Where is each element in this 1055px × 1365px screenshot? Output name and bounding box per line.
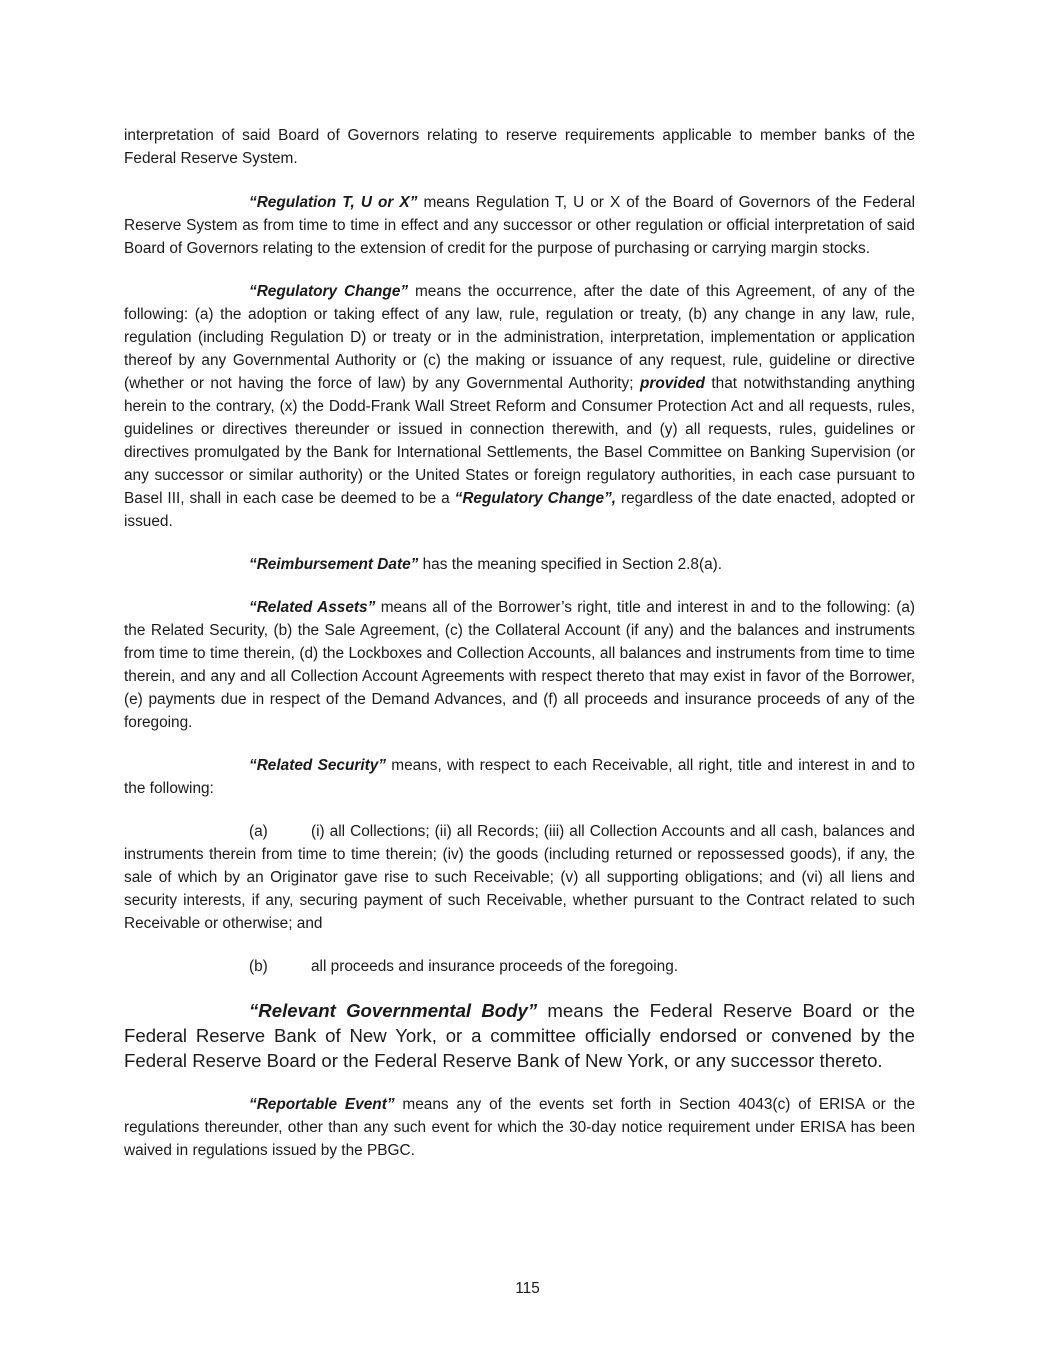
definition-text: that notwithstanding anything herein to the contrary, (x) the Dodd-Frank Wall Street Reform and Consumer Protection Act and all requests, rules, guidelines or directives thereunder or issued in connection therewith, and (y) all requests, rules, guidelines or directives promulgated by the Bank for International Settlements, the Basel Committee on Banking Supervision (or any successor or similar authority) or the United States or foreign regulatory authorities, in each case pursuant to Basel III, shall in each case be deemed to be a bbox=[124, 375, 916, 507]
provided-keyword: provided bbox=[639, 375, 705, 392]
page-number: 115 bbox=[515, 1280, 540, 1297]
defined-term: “Regulatory Change”, bbox=[454, 490, 617, 507]
definition-related-security bbox=[124, 754, 915, 800]
document-body bbox=[124, 124, 915, 1162]
definition-regulatory-change bbox=[124, 280, 915, 533]
definition-related-assets bbox=[124, 596, 915, 734]
item-label: (b) bbox=[249, 958, 268, 975]
definition-text: regardless of the date enacted, adopted or issued. bbox=[124, 490, 915, 530]
definition-reportable-event bbox=[124, 1093, 915, 1162]
definition-regulation-tux bbox=[124, 191, 915, 260]
defined-term: “Relevant Governmental Body” bbox=[249, 1000, 538, 1021]
definition-text: means, with respect to each Receivable, all right, title and interest in and to the following: bbox=[124, 757, 915, 797]
item-text: (i) all Collections; (ii) all Records; (iii) all Collection Accounts and all cash, balances and instruments therein from time to time therein; (iv) the goods (including returned or repossessed goods), if any, the sale of which by an Originator gave rise to such Receivable; (v) all supporting obligations; and (vi) all liens and security interests, if any, securing payment of such Receivable, whether pursuant to the Contract related to such Receivable or otherwise; and bbox=[124, 823, 915, 932]
definition-text: means Regulation T, U or X of the Board of Governors of the Federal Reserve System as from time to time in effect and any successor or other regulation or official interpretation of said Board of Governors relating to the extension of credit for the purpose of purchasing or carrying margin stocks. bbox=[124, 194, 915, 257]
definition-reimbursement-date bbox=[124, 553, 915, 576]
definition-relevant-governmental-body bbox=[124, 998, 915, 1073]
defined-term: “Related Security” bbox=[249, 757, 386, 774]
opening-paragraph: interpretation of said Board of Governors relating to reserve requirements applicable to member banks of the Federal Reserve System. bbox=[124, 127, 915, 167]
item-text: all proceeds and insurance proceeds of the foregoing. bbox=[311, 958, 679, 975]
defined-term: “Regulatory Change” bbox=[249, 283, 409, 300]
definition-text: means the occurrence, after the date of this Agreement, of any of the following: (a) the adoption or taking effect of any law, rule, regulation or treaty, (b) any change in any law, rule, regulation (including Regulation D) or treaty or in the administration, interpretation, implementation or application thereof by any Governmental Authority or (c) the making or issuance of any request, rule, guideline or directive (whether or not having the force of law) by any Governmental Authority; bbox=[124, 283, 915, 392]
defined-term: “Regulation T, U or X” bbox=[249, 194, 418, 211]
defined-term: “Reportable Event” bbox=[249, 1096, 395, 1113]
related-security-item-a bbox=[124, 820, 915, 935]
definition-text: means the Federal Reserve Board or the Federal Reserve Bank of New York, or a committee officially endorsed or convened by the Federal Reserve Board or the Federal Reserve Bank of New York, or any successor thereto. bbox=[124, 1000, 915, 1071]
definition-text: means all of the Borrower’s right, title and interest in and to the following: (a) the Related Security, (b) the Sale Agreement, (c) the Collateral Account (if any) and the balances and instruments from time to time therein, (d) the Lockboxes and Collection Accounts, all balances and instruments from time to time therein, and any and all Collection Account Agreements with respect thereto that may exist in favor of the Borrower, (e) payments due in respect of the Demand Advances, and (f) all proceeds and insurance proceeds of any of the foregoing. bbox=[124, 599, 916, 731]
related-security-item-b bbox=[124, 955, 915, 978]
definition-text: means any of the events set forth in Section 4043(c) of ERISA or the regulations thereunder, other than any such event for which the 30-day notice requirement under ERISA has been waived in regulations issued by the PBGC. bbox=[124, 1096, 916, 1159]
defined-term: “Reimbursement Date” bbox=[249, 556, 419, 573]
defined-term: “Related Assets” bbox=[249, 599, 376, 616]
definition-text: has the meaning specified in Section 2.8(a). bbox=[418, 556, 723, 573]
item-label: (a) bbox=[249, 823, 268, 840]
